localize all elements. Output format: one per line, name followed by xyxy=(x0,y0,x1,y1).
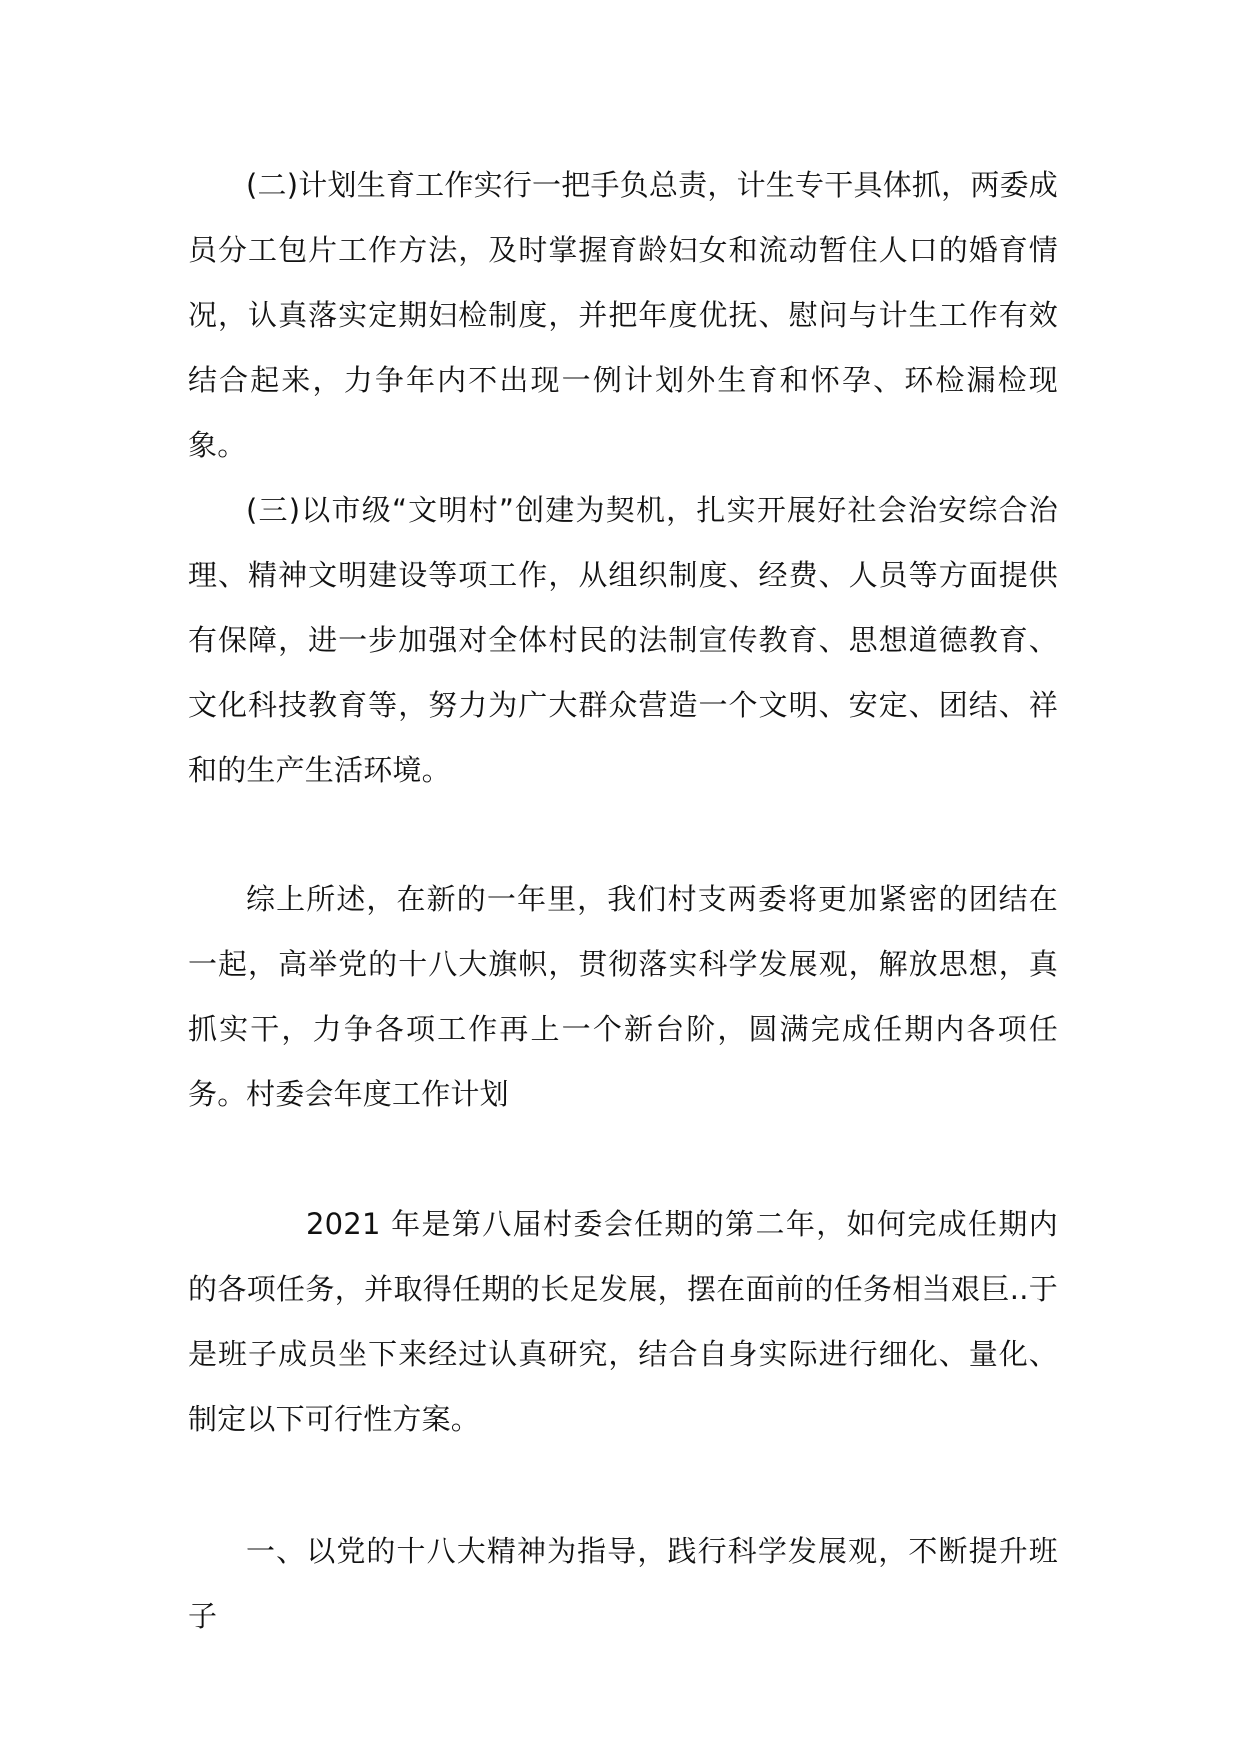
paragraph-civilized-village: (三)以市级“文明村”创建为契机，扎实开展好社会治安综合治理、精神文明建设等项工作，从组织制度、经费、人员等方面提供有保障，进一步加强对全体村民的法制宣传教育、思想道德教育、文化科技教育等，努力为广大群众营造一个文明、安定、团结、祥和的生产生活环境。 xyxy=(188,493,1058,787)
paragraph-intro: 2021 年是第八届村委会任期的第二年，如何完成任期内的各项任务，并取得任期的长足发展，摆在面前的任务相当艰巨..于是班子成员坐下来经过认真研究，结合自身实际进行细化、量化、制定以下可行性方案。 xyxy=(188,1207,1058,1436)
paragraph-point-one: 一、以党的十八大精神为指导，践行科学发展观，不断提升班子 xyxy=(188,1534,1058,1633)
section-title: 村委会年度工作计划 xyxy=(246,1077,509,1111)
paragraph-summary: 综上所述，在新的一年里，我们村支两委将更加紧密的团结在一起，高举党的十八大旗帜，贯彻落实科学发展观，解放思想，真抓实干，力争各项工作再上一个新台阶，圆满完成任期内各项任务。 xyxy=(188,882,1058,1111)
paragraph-family-planning: (二)计划生育工作实行一把手负总责，计生专干具体抓，两委成员分工包片工作方法，及时掌握育龄妇女和流动暂住人口的婚育情况，认真落实定期妇检制度，并把年度优抚、慰问与计生工作有效结合起来，力争年内不出现一例计划外生育和怀孕、环检漏检现象。 xyxy=(188,168,1058,462)
